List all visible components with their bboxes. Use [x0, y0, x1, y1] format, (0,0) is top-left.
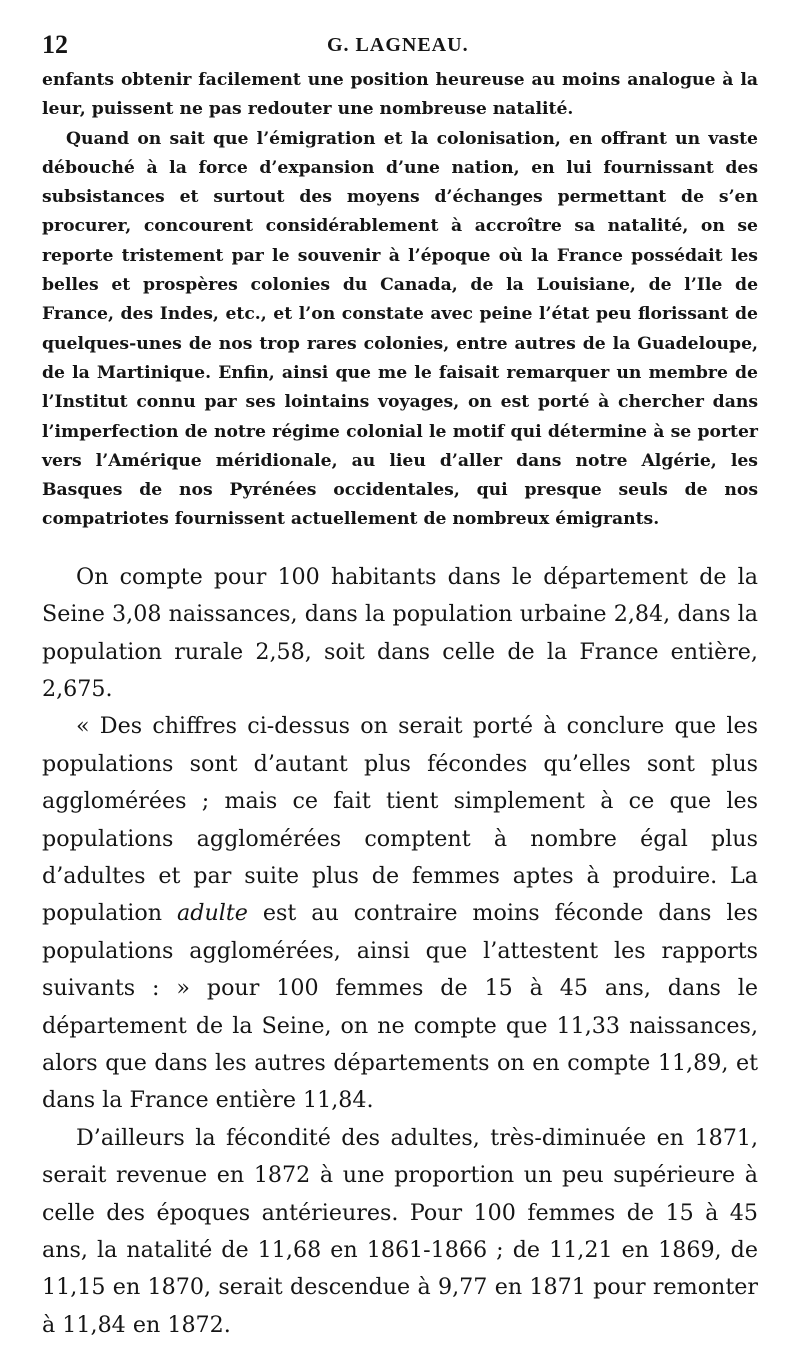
footnote-paragraph: enfants obtenir facilement une position heureuse au moins analogue à la leur, puissent ne pas redouter une nombreuse natalité.	[42, 70, 758, 120]
running-head	[42, 30, 758, 66]
running-head-author: G. LAGNEAU.	[327, 34, 469, 56]
paragraph-text: est au contraire moins féconde dans les populations agglomérées, ainsi que l’attestent les rapports suivants : » pour 100 femmes de 15 à 45 ans, dans le département de la Seine, on ne compte que 11,33 naissances, alors que dans les autres départements on en compte 11,89, et dans la France entière 11,84.	[42, 900, 759, 1114]
paragraph-text: « Des chiffres ci-dessus on serait porté à conclure que les populations sont d’autant plus fécondes qu’elles sont plus agglomérées ; mais ce fait tient simplement à ce que les populations agglomérées comptent à nombre égal plus d’adultes et par suite plus de femmes aptes à produire. La population	[42, 713, 758, 927]
footnote-block	[42, 66, 758, 535]
page-number: 12	[42, 30, 68, 59]
body-paragraph	[42, 708, 758, 1119]
main-text	[42, 559, 758, 1345]
body-paragraph: On compte pour 100 habitants dans le département de la Seine 3,08 naissances, dans la population urbaine 2,84, dans la population rurale 2,58, soit dans celle de la France entière, 2,675.	[42, 563, 758, 702]
italic-word: adulte	[177, 900, 248, 927]
footnote-paragraph: Quand on sait que l’émigration et la colonisation, en offrant un vaste débouché à la force d’expansion d’une nation, en lui fournissant des subsistances et surtout des moyens d’échanges permettant de s’en procurer, concourent considérablement à accroître sa natalité, on se reporte tristement par le souvenir à l’époque où la France possédait les belles et prospères colonies du Canada, de la Louisiane, de l’Ile de France, des Indes, etc., et l’on constate avec peine l’état peu florissant de quelques-unes de nos trop rares colonies, entre autres de la Guadeloupe, de la Martinique. Enfin, ainsi que me le faisait remarquer un membre de l’Institut connu par ses lointains voyages, on est porté à chercher dans l’imperfection de notre régime colonial le motif qui détermine à se porter vers l’Amérique méridionale, au lieu d’aller dans notre Algérie, les Basques de nos Pyrénées occidentales, qui presque seuls de nos compatriotes fournissent actuellement de nombreux émigrants.	[42, 128, 758, 530]
body-paragraph: D’ailleurs la fécondité des adultes, très-diminuée en 1871, serait revenue en 1872 à une proportion un peu supérieure à celle des époques antérieures. Pour 100 femmes de 15 à 45 ans, la natalité de 11,68 en 1861-1866 ; de 11,21 en 1869, de 11,15 en 1870, serait descendue à 9,77 en 1871 pour remonter à 11,84 en 1872.	[42, 1124, 758, 1338]
